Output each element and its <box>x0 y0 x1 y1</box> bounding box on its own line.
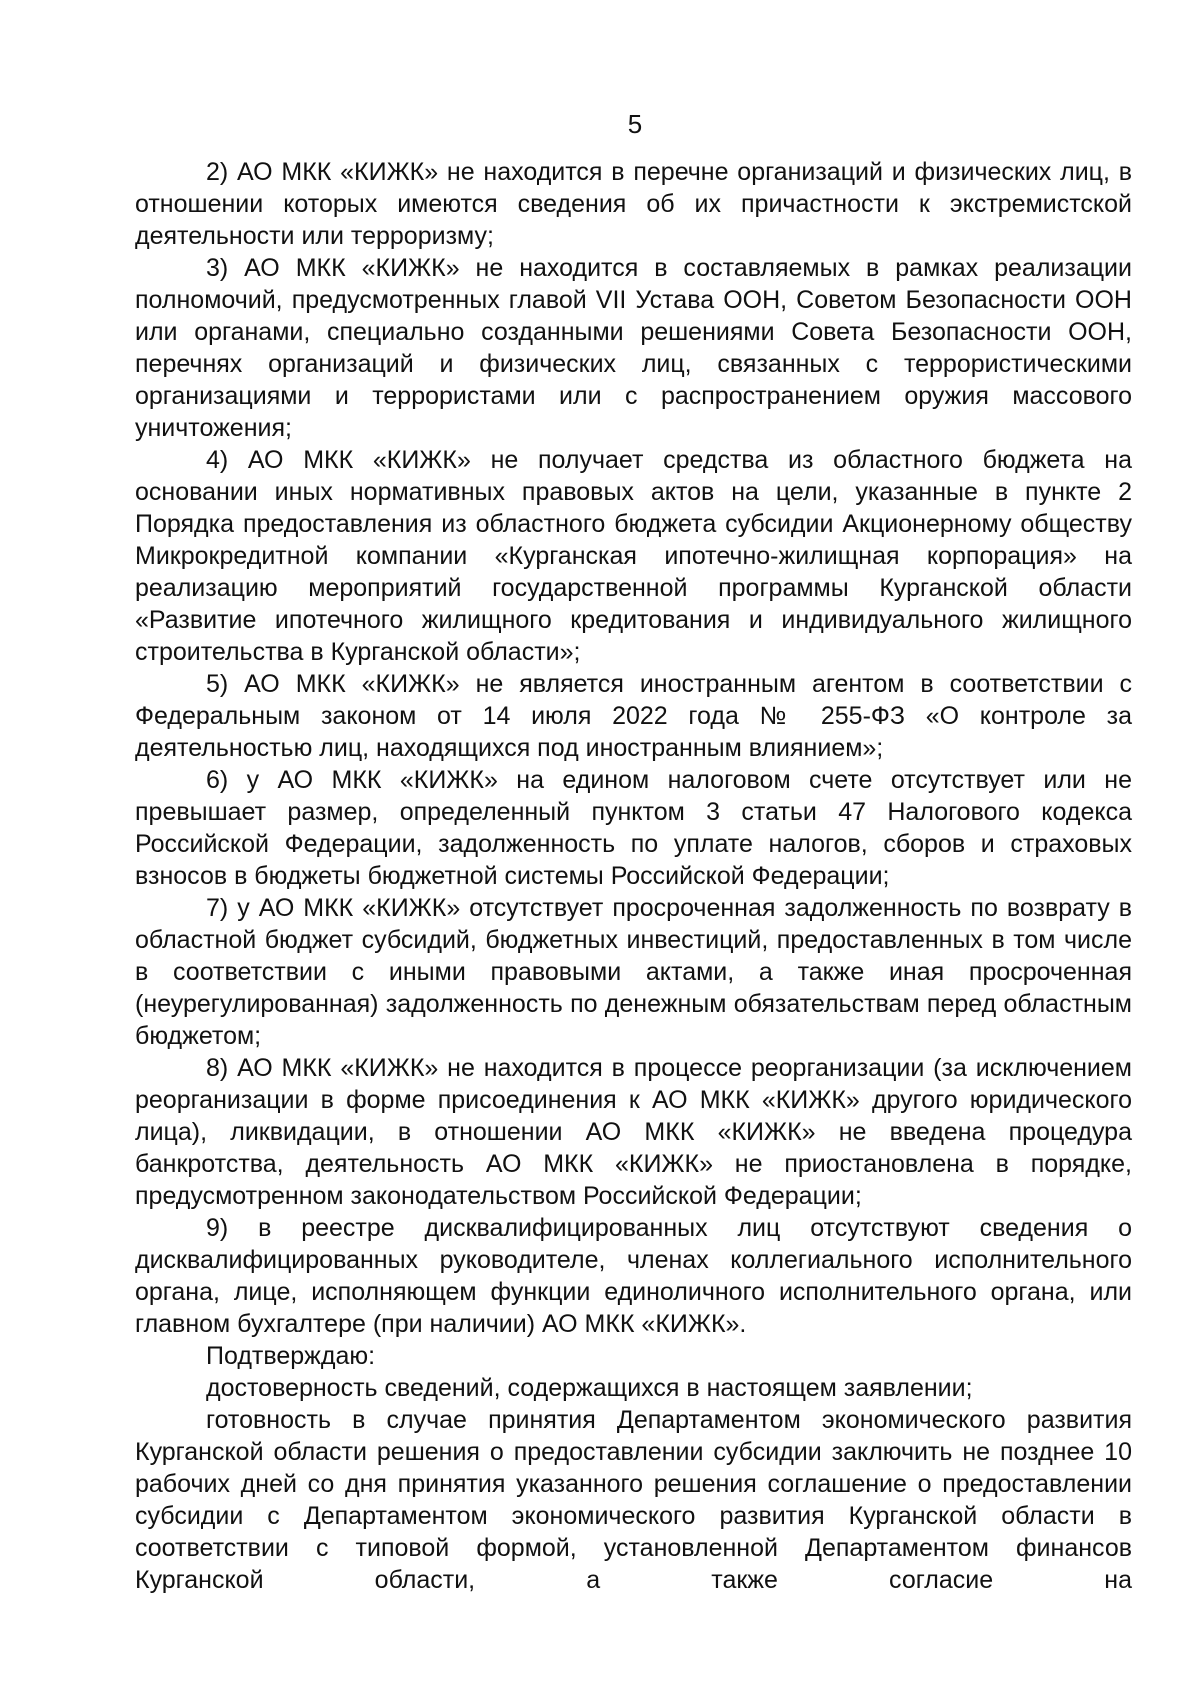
list-item-5: 5) АО МКК «КИЖК» не является иностранным агентом в соответствии с Федеральным законом от 14 июля 2022 года № 255-ФЗ «О контроле за деятельностью лиц, находящихся под иностранным влиянием»; <box>135 670 1132 762</box>
list-item-7: 7) у АО МКК «КИЖК» отсутствует просроченная задолженность по возврату в областной бюджет субсидий, бюджетных инвестиций, предоставленных в том числе в соответствии с иными правовыми актами, а также иная просроченная (неурегулированная) задолженность по денежным обязательствам перед областным бюджетом; <box>135 894 1132 1050</box>
list-item-2: 2) АО МКК «КИЖК» не находится в перечне организаций и физических лиц, в отношении которых имеются сведения об их причастности к экстремистской деятельности или терроризму; <box>135 158 1132 250</box>
list-item-9: 9) в реестре дисквалифицированных лиц отсутствуют сведения о дисквалифицированных руководителе, членах коллегиального исполнительного органа, лице, исполняющем функции единоличного исполнительного органа, или главном бухгалтере (при наличии) АО МКК «КИЖК». <box>135 1214 1132 1338</box>
document-body <box>135 156 1132 1596</box>
list-item-3: 3) АО МКК «КИЖК» не находится в составляемых в рамках реализации полномочий, предусмотренных главой VII Устава ООН, Советом Безопасности ООН или органами, специально созданными решениями Совета Безопасности ООН, перечнях организаций и физических лиц, связанных с террористическими организациями и террористами или с распространением оружия массового уничтожения; <box>135 254 1132 442</box>
confirm-item-readiness: готовность в случае принятия Департаментом экономического развития Курганской области решения о предоставлении субсидии заключить не позднее 10 рабочих дней со дня принятия указанного решения соглашение о предоставлении субсидии с Департаментом экономического развития Курганской области в соответствии с типовой формой, установленной Департаментом финансов Курганской области, а также согласие на <box>135 1406 1132 1594</box>
list-item-4: 4) АО МКК «КИЖК» не получает средства из областного бюджета на основании иных нормативных правовых актов на цели, указанные в пункте 2 Порядка предоставления из областного бюджета субсидии Акционерному обществу Микрокредитной компании «Курганская ипотечно-жилищная корпорация» на реализацию мероприятий государственной программы Курганской области «Развитие ипотечного жилищного кредитования и индивидуального жилищного строительства в Курганской области»; <box>135 446 1132 666</box>
confirm-item-reliability: достоверность сведений, содержащихся в настоящем заявлении; <box>206 1374 973 1402</box>
page-number: 5 <box>627 109 643 139</box>
list-item-8: 8) АО МКК «КИЖК» не находится в процессе реорганизации (за исключением реорганизации в форме присоединения к АО МКК «КИЖК» другого юридического лица), ликвидации, в отношении АО МКК «КИЖК» не введена процедура банкротства, деятельность АО МКК «КИЖК» не приостановлена в порядке, предусмотренном законодательством Российской Федерации; <box>135 1054 1132 1210</box>
confirm-heading: Подтверждаю: <box>206 1342 376 1370</box>
list-item-6: 6) у АО МКК «КИЖК» на едином налоговом счете отсутствует или не превышает размер, определенный пунктом 3 статьи 47 Налогового кодекса Российской Федерации, задолженность по уплате налогов, сборов и страховых взносов в бюджеты бюджетной системы Российской Федерации; <box>135 766 1132 890</box>
